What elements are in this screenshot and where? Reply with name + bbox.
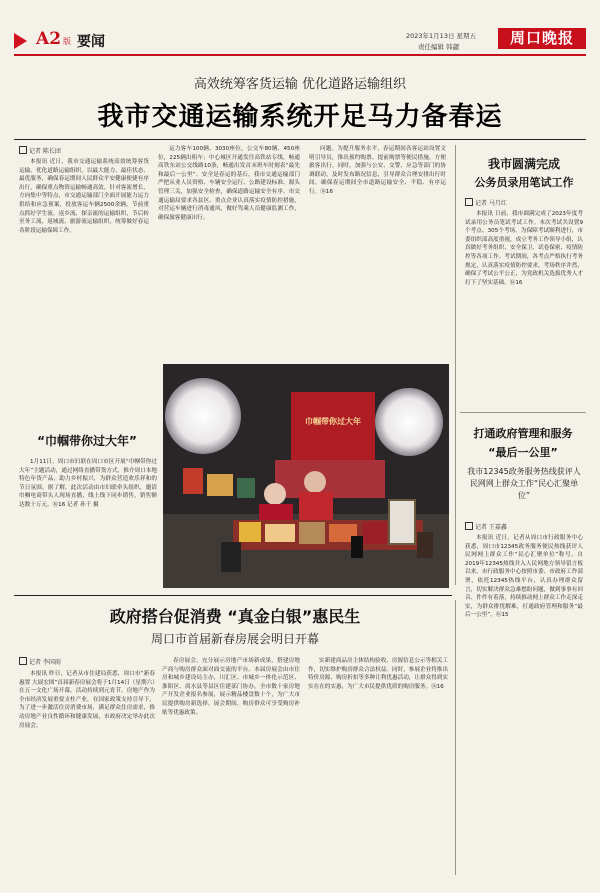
side2-body: 本报讯 近日，记者从周口市行政服务中心获悉，周口市12345政务服务便民热线获评人民网网上群众工作“民心汇聚单位”称号。自2019年12345热线并入人民网地方领导留言板以来，市行政服务中心按照市委、市政府工作部署，依托12345热线平台，认真办理群众留言，切实解决群众急难愁盼问题，做到事事有回音、件件有着落，持续推动网上群众工作走深走实，为群众排忧解难，打通政府管理和服务“最后一公里”。⑯15 xyxy=(465,535,583,619)
bottom-col-1: 本报讯 昨日，记者从市住建局获悉，周口市“新春惠置 大展宏图”首届新春房展会将于1月14日（星期六）在五一文化广场开幕，活动持续到元宵节。房地产作为全市经济发展重要支柱产业，在国家政策支持引导下，为了进一步激活住房消费市场，满足群众住房需求，推动房地产业良性循环和健康发展，市政府决定举办此次房展会。 xyxy=(19,671,155,729)
softbox-light-right xyxy=(375,388,443,456)
presenter-left xyxy=(264,483,286,505)
side2-byline: 记者 王嘉鑫 xyxy=(465,522,507,531)
side2-title-line2: “最后一公里” xyxy=(488,446,558,459)
lead-byline: 记者 陈长团 xyxy=(19,146,61,155)
page-badge-icon xyxy=(14,33,27,49)
side2-title-line1: 打通政府管理和服务 xyxy=(473,427,573,440)
bottom-deck: 周口市首届新春房展会明日开幕 xyxy=(150,632,319,646)
photo-caption: 1月11日，周口市妇联在周口市区开展“巾帼带你过大年”主题活动，通过网络直播带货方式，推介周口本地特色年货产品，助力乡村振兴，为群众营造欢乐祥和的节日氛围。据了解，此次活动由市妇联牵头组织，邀请巾帼电商带头人现场直播，线上线下同步销售，销售额达数十万元。⑯16 记者 孙千 摄 xyxy=(19,459,157,508)
framed-poster xyxy=(389,500,415,544)
side1-body: 本报讯 日前，我市圆满完成了2023年度考试录用公务员笔试考试工作。本次考试共设置9个考点、305个考场。为保障考试顺利进行，市委组织部高度重视，成立考务工作领导小组，认真做好考务组织、安全保卫、试卷保密、疫情防控等各项工作。考试期间，各考点严格执行考务规定，认真落实疫情防控要求，考场秩序井然，确保了考试公平公正，为党政机关选拔优秀人才打下了坚实基础。⑯16 xyxy=(465,211,583,286)
phone-stand xyxy=(351,536,363,558)
lead-kicker: 高效统筹客货运输 优化道路运输组织 xyxy=(193,77,407,92)
lead-col-3: 问题。为提升服务水平，春运期间各客运站设置文明引导员，推出预约购票、提前购票等便民措施，方便旅客出行。同时，加强与公安、交警、应急等部门的协调联动，及时发布路况信息，引导群众合理安排出行时间，确保春运期间全市道路运输安全、平稳、有序运行。⑯16 xyxy=(309,146,446,195)
lead-rule xyxy=(14,139,586,140)
side-divider xyxy=(460,412,586,413)
header-bar xyxy=(14,30,586,52)
bottom-byline: 记者 李国雨 xyxy=(19,657,61,666)
photo-scene xyxy=(163,364,449,588)
lead-headline: 我市交通运输系统开足马力备春运 xyxy=(97,102,503,132)
page-number: A2 xyxy=(36,29,62,49)
bottom-rule xyxy=(14,595,452,596)
column-divider xyxy=(455,145,456,585)
softbox-light-left xyxy=(165,378,241,454)
side1-byline: 记者 马月红 xyxy=(465,198,507,207)
live-banner xyxy=(291,392,375,462)
bottom-col-3: 实新建商品房主体结构验收、房源信息公示等相关工作，切实维护购房群众合法权益。同时，参展企业将推出特价房源、购房折扣等多种让利优惠活动，让群众得到实实在在的实惠，为广大市民提供优质的购房服务。⑯16 xyxy=(308,658,448,690)
editor-line: 责任编辑 韩勰 xyxy=(418,43,460,51)
live-banner-text: 巾帼带你过大年 xyxy=(305,417,361,426)
masthead-text: 周口晚报 xyxy=(509,29,574,47)
bottom-col-2: 春房展会。充分展示房地产市场新成果，搭建房地产商与购房群众面对面交流的平台。本届房展会由市住房和城乡建设局主办，川汇区、市城乡一体化示范区、淮阳区、商水县等县区住建部门协办，全市数十家房地产开发企业报名参展，展示精品楼盘数十个，为广大市民提供购房新选择。展会期间，购房群众可享受购房补贴等优惠政策。 xyxy=(162,658,300,716)
section-name: 要闻 xyxy=(77,34,105,50)
presenter-right xyxy=(304,471,326,493)
bottom-headline: 政府搭台促消费 “真金白银”惠民生 xyxy=(109,607,361,626)
side2-deck: 我市12345政务服务热线获评人民网网上群众工作“民心汇聚单位” xyxy=(467,467,581,500)
column-divider-lower xyxy=(455,600,456,875)
side1-title-line1: 我市圆满完成 xyxy=(487,157,560,171)
masthead-logo xyxy=(498,28,586,49)
page-suffix: 版 xyxy=(63,37,71,46)
lead-col-2: 运力客车100辆、3030座位，公交车80辆、450座位，225辆出租车；中心城区开通发往高铁站专线，畅通高铁东站公交线路10条，畅通出发首末班车时刻表“最先和最后一公里”。安全是春运的基石。我市交通运输部门严把从业人员资格、车辆安全运行、公路建设标准、源头管理三关，加强安全检查，确保道路运输安全有序。市交通运输局要求各县区、重点企业认真落实疫情防控措施，对营运车辆进行消毒通风，做好驾乘人员健康监测工作，确保旅客健康出行。 xyxy=(158,146,300,221)
lead-col-1: 本报讯 近日，我市交通运输系统高效统筹客货运输、优化道路运输组织，以最大能力、最佳状态、最优服务，确保春运期间人民群众平安健康便捷有序出行，确保重点物资运输畅通高效。针对客流增长、方向集中等特点，市交通运输部门全面开展能力运力供给和应急预案，投放客运车辆2500余辆，节前重点抓好学生流、返乡流、探亲流的运输组织，节后转至务工流、返城流、旅游流运输组织，统筹做好春运各阶段运输保障工作。 xyxy=(19,159,149,234)
issue-date: 2023年1月13日 星期五 xyxy=(406,32,477,40)
header-rule xyxy=(14,54,586,56)
side1-title-line2: 公务员录用笔试工作 xyxy=(474,176,574,189)
news-photo xyxy=(163,364,449,588)
photo-kicker: “巾帼带你过大年” xyxy=(37,434,137,448)
